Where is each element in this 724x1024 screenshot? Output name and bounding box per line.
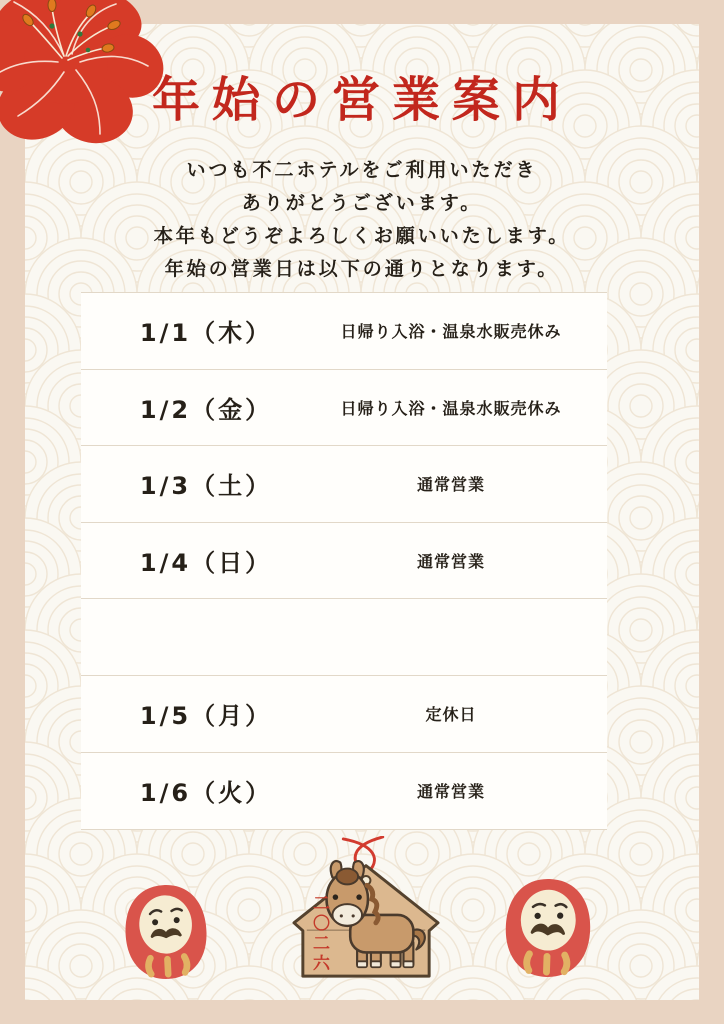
status-cell: 定休日 [425, 705, 477, 725]
date-cell: 1/4（日） [139, 549, 273, 578]
daruma-icon [499, 874, 597, 982]
status-cell: 日帰り入浴・温泉水販売休み [340, 398, 562, 418]
greeting-line: いつも不二ホテルをご利用いただき [186, 159, 538, 181]
schedule-table [81, 292, 607, 830]
greeting-text [25, 154, 699, 286]
status-cell: 通常営業 [416, 552, 485, 572]
table-row-empty [81, 599, 607, 676]
greeting-line: 年始の営業日は以下の通りとなります。 [164, 258, 560, 280]
status-cell: 日帰り入浴・温泉水販売休み [340, 322, 562, 342]
table-row [81, 753, 607, 830]
table-row [81, 370, 607, 447]
date-cell: 1/6（火） [139, 779, 273, 808]
date-cell: 1/2（金） [139, 395, 273, 424]
table-row [81, 523, 607, 600]
greeting-line: ありがとうございます。 [241, 192, 483, 214]
table-row [81, 446, 607, 523]
status-cell: 通常営業 [416, 782, 485, 802]
table-row [81, 676, 607, 753]
camellia-flower-icon [0, 0, 170, 154]
status-cell: 通常営業 [416, 475, 485, 495]
ema-plaque-icon [287, 836, 445, 984]
poster-content-area [25, 24, 699, 1000]
date-cell: 1/5（月） [139, 702, 273, 731]
date-cell: 1/3（土） [139, 472, 273, 501]
ema-year-text: 二〇二六 [309, 894, 329, 974]
daruma-icon [119, 880, 213, 984]
greeting-line: 本年もどうぞよろしくお願いいたします。 [153, 225, 571, 247]
date-cell: 1/1（木） [139, 319, 273, 348]
table-row [81, 293, 607, 370]
page-title: 年始の営業案内 [151, 72, 572, 128]
